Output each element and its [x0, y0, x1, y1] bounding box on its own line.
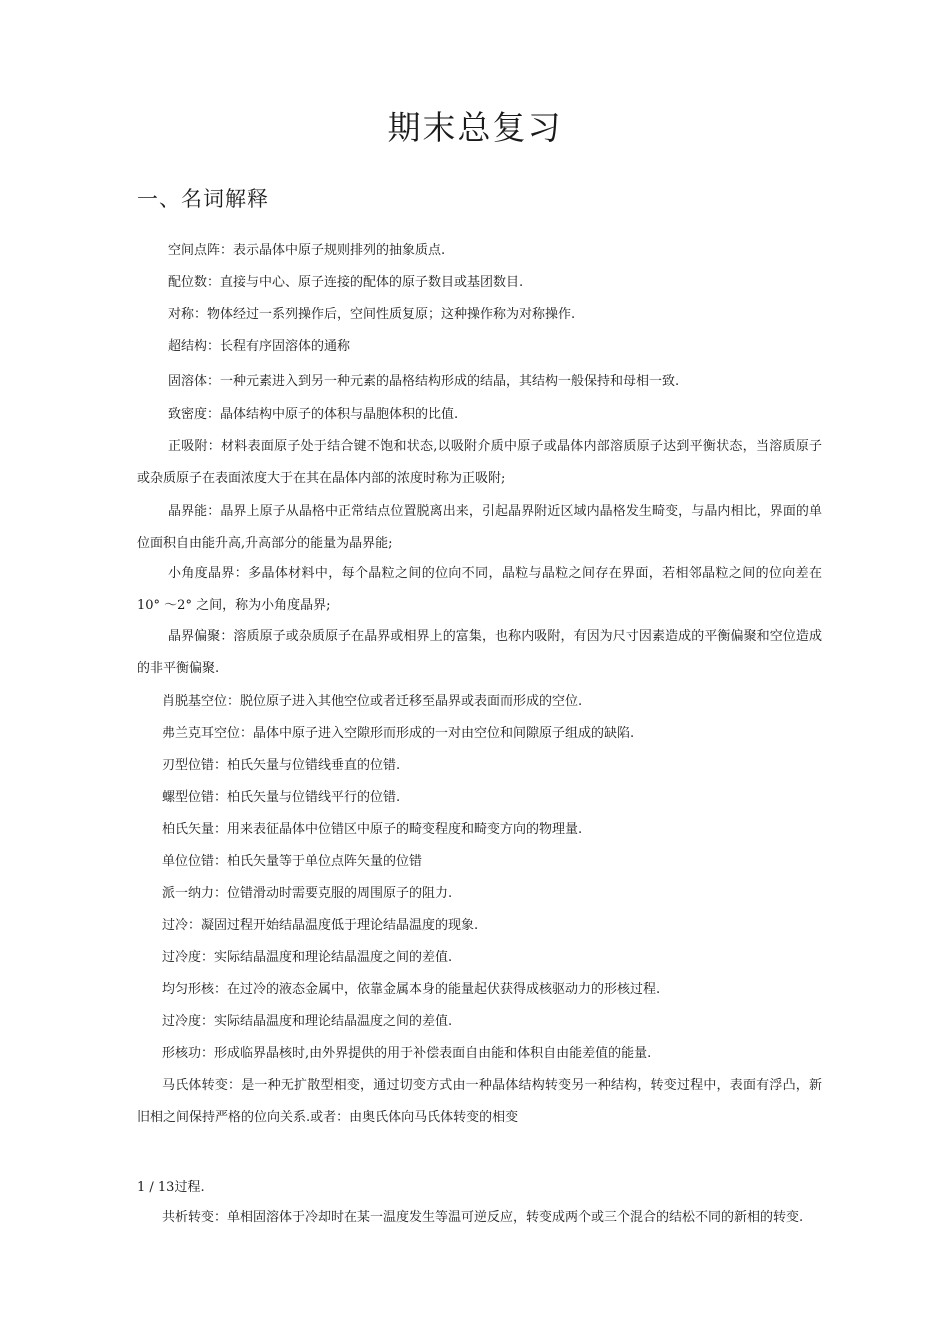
definition-item: 正吸附：材料表面原子处于结合键不饱和状态,以吸附介质中原子或晶体内部溶质原子达到平衡状态，当溶质原子或杂质原子在表面浓度大于在其在晶体内部的浓度时称为正吸附;: [137, 439, 822, 486]
section-heading: 一、名词解释: [137, 187, 269, 211]
definition-item: 晶界偏聚：溶质原子或杂质原子在晶界或相界上的富集，也称内吸附，有因为尺寸因素造成的平衡偏聚和空位造成的非平衡偏聚.: [137, 629, 822, 676]
definition-item: 刃型位错：柏氏矢量与位错线垂直的位错.: [162, 758, 401, 773]
definition-item: 固溶体：一种元素进入到另一种元素的晶格结构形成的结晶，其结构一般保持和母相一致.: [168, 374, 680, 389]
definition-item: 空间点阵：表示晶体中原子规则排列的抽象质点.: [168, 243, 446, 258]
definition-item: 过冷度：实际结晶温度和理论结晶温度之间的差值.: [162, 950, 453, 965]
definition-item: 共析转变：单相固溶体于冷却时在某一温度发生等温可逆反应，转变成两个或三个混合的结松不同的新相的转变.: [162, 1210, 804, 1225]
definition-item: 超结构：长程有序固溶体的通称: [168, 339, 351, 354]
definition-item: 弗兰克耳空位：晶体中原子进入空隙形而形成的一对由空位和间隙原子组成的缺陷.: [162, 726, 635, 741]
definition-item: 配位数：直接与中心、原子连接的配体的原子数目或基团数目.: [168, 275, 524, 290]
definition-item: 均匀形核：在过冷的液态金属中，依靠金属本身的能量起伏获得成核驱动力的形核过程.: [162, 982, 661, 997]
page-number-footer: 1 / 13过程.: [137, 1180, 205, 1195]
definition-item: 形核功：形成临界晶核时,由外界提供的用于补偿表面自由能和体积自由能差值的能量.: [162, 1046, 652, 1061]
definition-item: 过冷度：实际结晶温度和理论结晶温度之间的差值.: [162, 1014, 453, 1029]
definition-item: 晶界能：晶界上原子从晶格中正常结点位置脱离出来，引起晶界附近区域内晶格发生畸变，与晶内相比，界面的单位面积自由能升高,升高部分的能量为晶界能;: [137, 504, 822, 551]
page-title: 期末总复习: [387, 108, 563, 147]
definition-item: 肖脱基空位：脱位原子进入其他空位或者迁移至晶界或表面而形成的空位.: [162, 694, 583, 709]
definition-item: 柏氏矢量：用来表征晶体中位错区中原子的畸变程度和畸变方向的物理量.: [162, 822, 583, 837]
definition-item: 马氏体转变：是一种无扩散型相变，通过切变方式由一种晶体结构转变另一种结构，转变过程中，表面有浮凸，新旧相之间保持严格的位向关系.或者：由奥氏体向马氏体转变的相变: [137, 1078, 822, 1125]
definition-item: 致密度：晶体结构中原子的体积与晶胞体积的比值.: [168, 407, 459, 422]
definition-item: 螺型位错：柏氏矢量与位错线平行的位错.: [162, 790, 401, 805]
definition-item: 小角度晶界：多晶体材料中，每个晶粒之间的位向不同，晶粒与晶粒之间存在界面，若相邻晶粒之间的位向差在10° ～2° 之间，称为小角度晶界;: [137, 566, 822, 613]
definition-item: 对称：物体经过一系列操作后，空间性质复原；这种操作称为对称操作.: [168, 307, 576, 322]
definition-item: 过冷：凝固过程开始结晶温度低于理论结晶温度的现象.: [162, 918, 479, 933]
definition-item: 派一纳力：位错滑动时需要克服的周围原子的阻力.: [162, 886, 453, 901]
definition-item: 单位位错：柏氏矢量等于单位点阵矢量的位错: [162, 854, 423, 869]
